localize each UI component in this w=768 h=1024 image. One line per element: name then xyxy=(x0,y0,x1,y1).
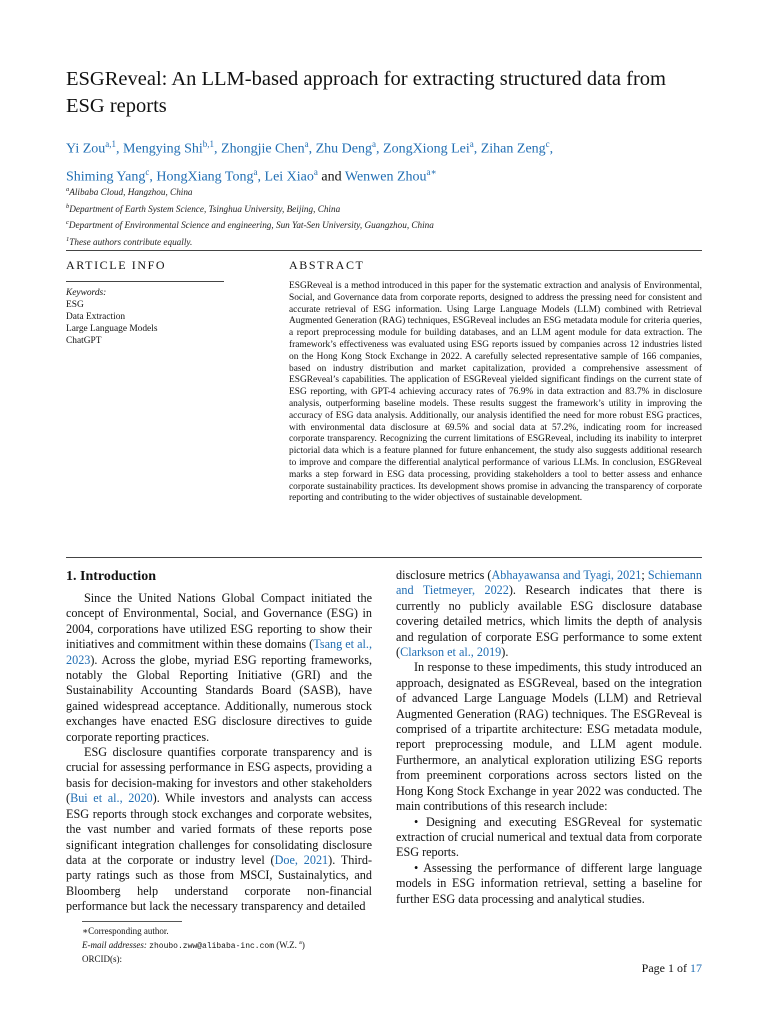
affiliation-text: These authors contribute equally. xyxy=(69,236,193,247)
citation-link[interactable]: Schiemann and Tietmeyer, 2022 xyxy=(396,568,702,598)
paragraph-text: ). Across the globe, myriad ESG reporting frameworks, notably the Global Reporting Initiative (GRI) and the Sustainability Accounting Standards Board (SASB), have gained widespread acceptance. Additionally, numerous stock exchanges have enacted ESG disclosure directives to guide corporate reporting practices. xyxy=(66,652,372,744)
authors-and: and xyxy=(321,169,342,185)
affiliations xyxy=(66,183,706,249)
author-line-1: Yi Zou$^{a,1}$, Mengying Shi$^{b,1}$, Zhongjie Chen$^a$, Zhu Deng$^a$, ZongXiong Lei$^a$, Zihan Zeng$^c$, xyxy=(66,139,554,157)
paragraph-text: ). xyxy=(501,645,509,660)
author-affiliation-mark: a,1 xyxy=(105,139,117,149)
paragraph-text: • Assessing the performance of different large language models in ESG information retrieval, setting a baseline for further ESG data processing and analytical studies. xyxy=(396,860,702,906)
email-address[interactable]: zhoubo.zww@alibaba-inc.com xyxy=(149,942,274,951)
author-name[interactable]: Zihan Zeng xyxy=(480,141,546,157)
author-line-2: Shiming Yang$^c$, HongXiang Tong$^a$, Lei Xiao$^a$ and Wenwen Zhou$^{a∗}$ xyxy=(66,166,437,185)
citation-link[interactable]: Abhayawansa and Tyagi, 2021 xyxy=(491,568,642,582)
paragraph-text: • Designing and executing ESGReveal for systematic extraction of crucial numerical and textual data from corporate ESG reports. xyxy=(396,814,702,860)
author-name[interactable]: Wenwen Zhou xyxy=(344,169,427,185)
email-label: E-mail addresses: xyxy=(82,940,147,950)
paragraph-text: ESG disclosure quantifies corporate transparency and is crucial for assessing performance in ESG aspects, providing a basis for decision-making for investors and other stakeholders ( xyxy=(66,745,372,806)
author-name[interactable]: Zhu Deng xyxy=(315,141,373,157)
author-affiliation-mark: c xyxy=(545,139,550,149)
paragraph-text: ). Research indicates that there is currently no publicly available ESG disclosure database covering detailed metrics, which limits the depth of analysis and regulation of corporate ESG performance to some extent ( xyxy=(396,583,702,660)
article-info-heading: ARTICLE INFO xyxy=(66,258,167,272)
author-affiliation-mark: c xyxy=(145,166,150,177)
author-name[interactable]: Zhongjie Chen xyxy=(221,141,305,157)
paragraph xyxy=(66,745,372,914)
left-paragraphs xyxy=(66,591,372,915)
abstract-divider xyxy=(66,557,702,558)
paragraph xyxy=(396,815,702,861)
keyword-item: ChatGPT xyxy=(66,336,102,346)
footnote xyxy=(82,925,382,965)
email-suffix: (W.Z. xyxy=(276,940,300,950)
paragraph xyxy=(396,660,702,814)
affiliation-item xyxy=(66,216,706,233)
affiliation-item xyxy=(66,233,706,250)
paper-title: ESGReveal: An LLM-based approach for extracting structured data from ESG reports xyxy=(66,68,666,117)
page-prefix: Page 1 of xyxy=(641,961,690,975)
top-divider xyxy=(66,250,702,251)
abstract-heading: ABSTRACT xyxy=(289,258,365,272)
affiliation-mark: a xyxy=(66,186,70,193)
affiliation-item xyxy=(66,200,706,217)
author-list xyxy=(66,133,706,188)
left-column xyxy=(66,568,372,915)
orcid-line: ORCID(s): xyxy=(82,954,122,964)
paragraph-text: In response to these impediments, this study introduced an approach, designated as ESGReveal, based on the integration of advanced Large Language Models (LLM) and Retrieval Augmented Generation (RAG) techniques. The ESGReveal is comprised of a tripartite architecture: ESG metadata module, report preprocessing module, and LLM agent module. Furthermore, an analytical exploration utilizing ESG reports from preeminent corporations across sectors listed on the Hong Kong Stock Exchange in year 2022 was conducted. The main contributions of this research include: xyxy=(396,660,702,814)
footnote-divider xyxy=(82,921,182,922)
keywords-block xyxy=(66,287,226,347)
affiliation-text: Department of Earth System Science, Tsinghua University, Beijing, China xyxy=(69,203,341,214)
abstract-text: ESGReveal is a method introduced in this paper for the systematic extraction and analysis of Environmental, Social, and Governance data from corporate reports, designed to address the pressing need for consistent and accurate retrieval of ESG information. Using Large Language Models (LLM) combined with Retrieval Augmented Generation (RAG) techniques, ESGReveal includes an ESG metadata module for criteria queries, a report preprocessing module for building databases, and an LLM agent module for data extraction. The framework’s effectiveness was evaluated using ESG reports issued by companies across 12 industries listed on the Hong Kong Stock Exchange in 2022. A carefully selected representative sample of 166 companies, based on industry distribution and market capitalization, provided a comprehensive assessment of ESGReveal’s capabilities. The application of ESGReveal yielded significant findings on the current state of ESG reporting, with GPT-4 achieving accuracy rates of 76.9% in data extraction and 83.7% in disclosure analysis, outperforming baseline models. These results suggest the framework’s utility in improving the accuracy of ESG data analysis. Additionally, our analysis identified the need for more robust ESG practices, with environmental data disclosure at 69.5% and social data at 57.2%, indicating room for increased corporate transparency. Recognizing the current limitations of ESGReveal, including its inability to interpret pictorial data which is a feature planned for future enhancement, the study also suggests additional research to improve and compare the differential analytical performance of various LLMs. In conclusion, ESGReveal marks a step forward in ESG data processing, providing stakeholders a tool to better assess and enhance corporate sustainability practices. Its development shows promise in advancing the transparency of corporate reporting and contributing to the wider objectives of sustainable development. xyxy=(289,281,702,504)
paragraph xyxy=(396,861,702,907)
keyword-item: ESG xyxy=(66,300,84,310)
keyword-item: Large Language Models xyxy=(66,324,158,334)
section-heading-introduction: 1. Introduction xyxy=(66,569,156,584)
keywords-label: Keywords: xyxy=(66,288,107,298)
page-number xyxy=(642,961,702,976)
paragraph-text: ; xyxy=(641,568,648,582)
citation-link[interactable]: Doe, 2021 xyxy=(274,852,329,867)
author-name[interactable]: Yi Zou xyxy=(66,141,106,157)
corresponding-author-note: ∗Corresponding author. xyxy=(82,926,169,936)
author-affiliation-mark: a xyxy=(313,166,318,177)
keywords-list xyxy=(66,299,226,347)
citation-link[interactable]: Bui et al., 2020 xyxy=(70,791,153,806)
author-name[interactable]: HongXiang Tong xyxy=(156,169,254,185)
paragraph xyxy=(66,591,372,745)
page-total-link[interactable]: 17 xyxy=(690,961,702,975)
paragraph-text: disclosure metrics ( xyxy=(396,568,492,582)
author-affiliation-mark: b,1 xyxy=(202,139,215,149)
email-line xyxy=(82,937,382,953)
right-column xyxy=(396,568,702,907)
author-name[interactable]: ZongXiong Lei xyxy=(383,141,470,157)
paragraph-text: ). While investors and analysts can access ESG reports through stock exchanges and corporate websites, the vast number and varied formats of these reports pose significant integration challenges for consolidating disclosure data at the corporate or industry level ( xyxy=(66,791,372,867)
email-sup: a xyxy=(299,940,302,946)
email-close: ) xyxy=(301,940,305,950)
paragraph xyxy=(396,568,702,660)
author-affiliation-mark: a∗ xyxy=(426,166,437,177)
paragraph-text: Since the United Nations Global Compact initiated the concept of Environmental, Social, and Governance (ESG) in 2004, corporations have utilized ESG reporting to show their initiatives and commitment within these domains ( xyxy=(66,591,372,652)
citation-link[interactable]: Tsang et al., 2023 xyxy=(66,637,372,667)
author-name[interactable]: Lei Xiao xyxy=(264,169,314,185)
author-affiliation-mark: a xyxy=(372,139,377,149)
affiliation-text: Department of Environmental Science and engineering, Sun Yat-Sen University, Guangzhou, China xyxy=(68,220,434,231)
paragraph-text: ). Third-party ratings such as those from MSCI, Sustainalytics, and Bloomberg help understand corporate non-financial performance but lack the necessary transparency and detailed xyxy=(66,852,372,914)
citation-link[interactable]: Clarkson et al., 2019 xyxy=(400,645,502,660)
affiliation-mark: 1 xyxy=(66,235,70,243)
author-affiliation-mark: a xyxy=(304,139,309,149)
right-paragraphs xyxy=(396,568,702,907)
author-affiliation-mark: a xyxy=(253,166,258,177)
affiliation-mark: b xyxy=(66,202,70,210)
author-name[interactable]: Mengying Shi xyxy=(123,141,203,157)
author-affiliation-mark: a xyxy=(469,139,474,149)
affiliation-item xyxy=(66,183,706,200)
affiliation-text: Alibaba Cloud, Hangzhou, China xyxy=(69,187,193,198)
article-info-divider xyxy=(66,281,224,282)
keyword-item: Data Extraction xyxy=(66,312,126,322)
affiliation-mark: c xyxy=(66,219,69,227)
author-name[interactable]: Shiming Yang xyxy=(66,169,146,185)
